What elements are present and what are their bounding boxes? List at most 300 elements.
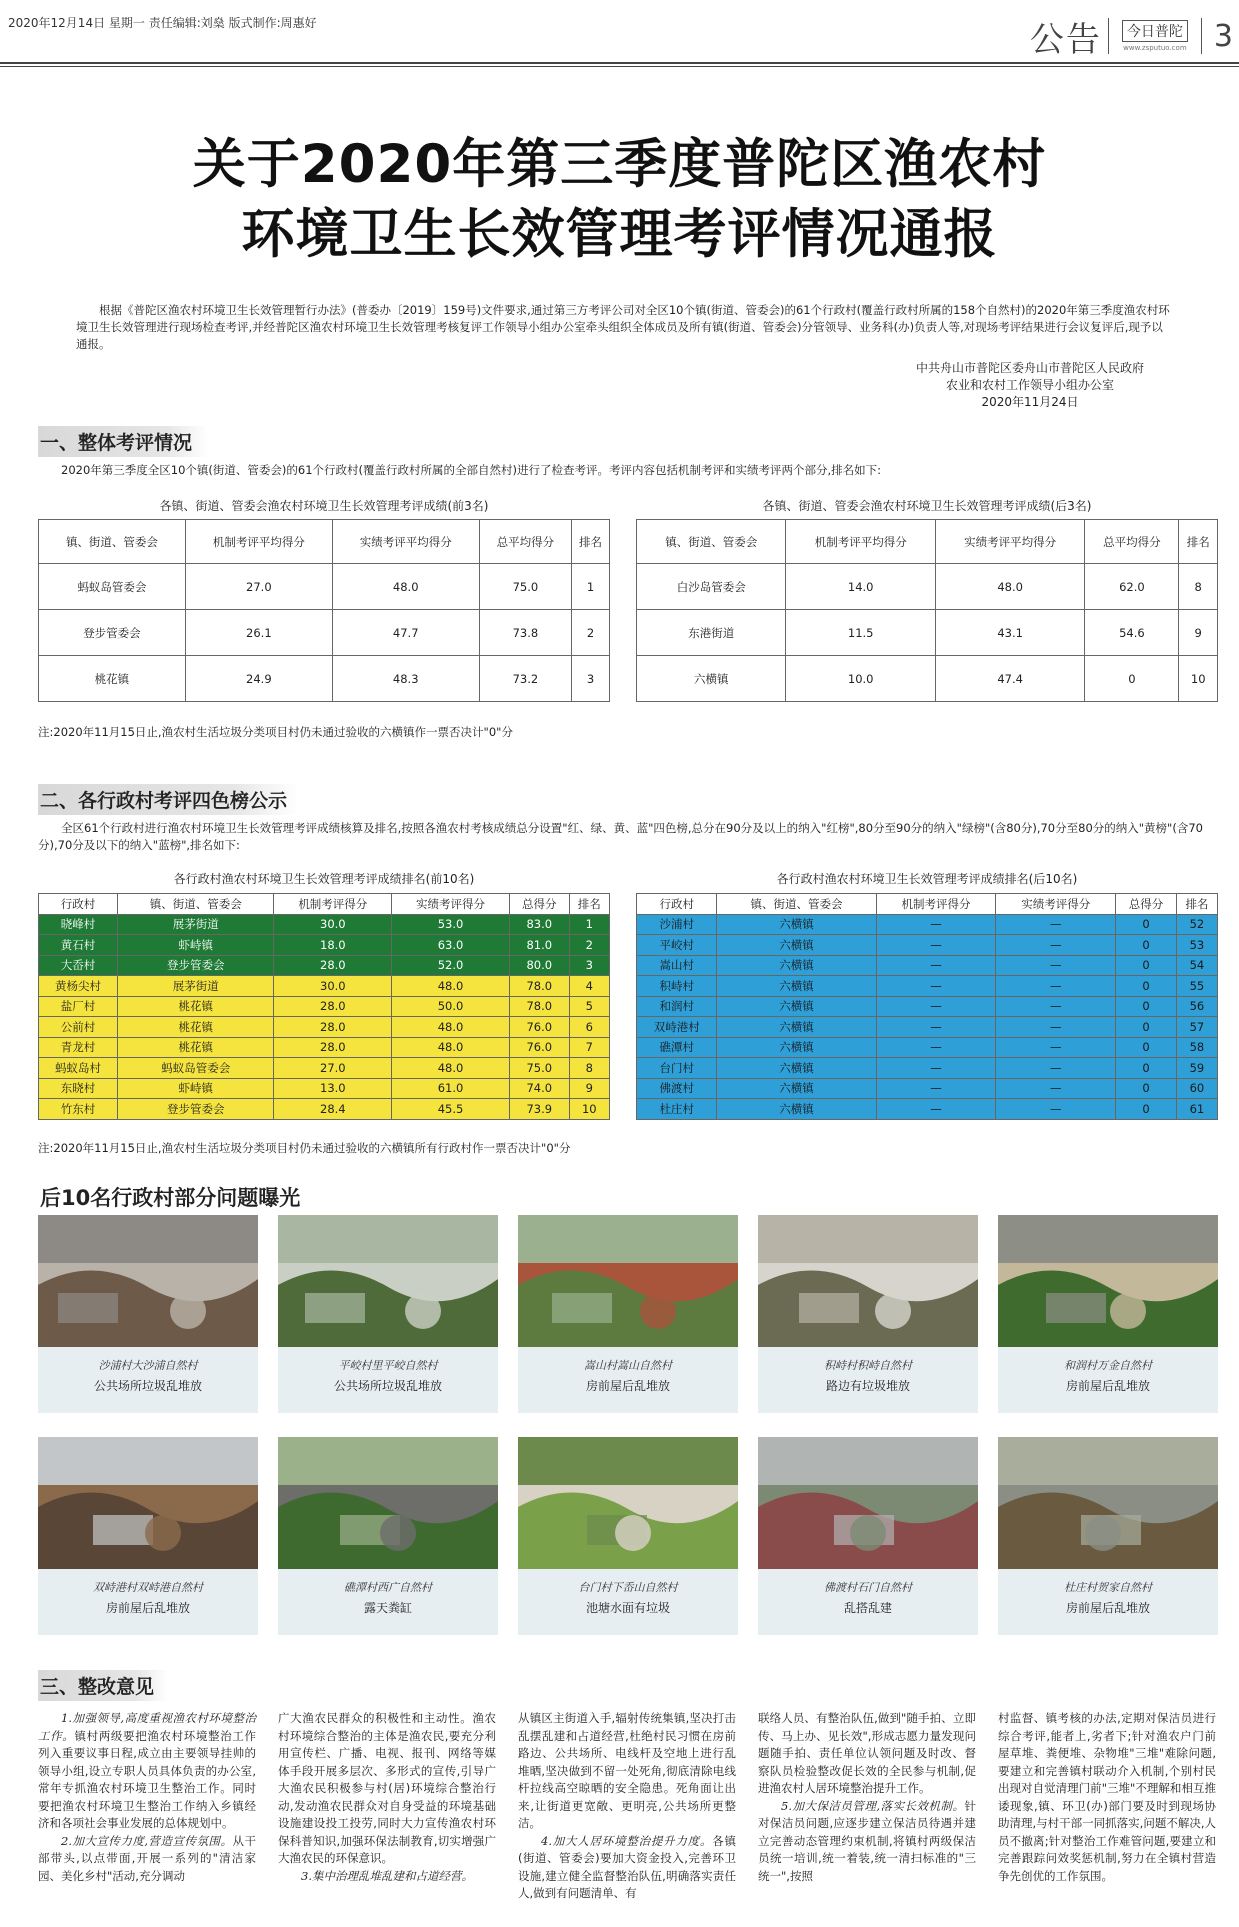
photo-issue: 公共场所垃圾乱堆放 xyxy=(93,1379,202,1393)
col-header: 镇、街道、管委会 xyxy=(118,894,274,915)
table-cell: 28.0 xyxy=(274,1017,392,1038)
photo-place: 杜庄村贺家自然村 xyxy=(1064,1581,1152,1594)
table-cell: 虾峙镇 xyxy=(118,935,274,956)
table-cell: 0 xyxy=(1116,996,1177,1017)
table-cell: 1 xyxy=(569,914,609,935)
table-cell: — xyxy=(876,976,996,997)
section-1-heading: 一、整体考评情况 xyxy=(38,426,208,457)
masthead-rule xyxy=(0,62,1239,64)
table-cell: 78.0 xyxy=(509,976,569,997)
table-row xyxy=(637,1078,1218,1099)
section-1-text: 2020年第三季度全区10个镇(街道、管委会)的61个行政村(覆盖行政村所属的全部自然村)进行了检查考评。考评内容包括机制考评和实绩考评两个部分,排名如下: xyxy=(61,463,882,477)
photo-place: 双峙港村双峙港自然村 xyxy=(93,1581,203,1594)
table-row xyxy=(39,1017,610,1038)
table-cell: 50.0 xyxy=(392,996,510,1017)
table-cell: 52.0 xyxy=(392,955,510,976)
table-cell: 嵩山村 xyxy=(637,955,717,976)
table-row xyxy=(39,996,610,1017)
scene-image xyxy=(998,1437,1218,1569)
table-cell: 6 xyxy=(569,1017,609,1038)
table-row xyxy=(39,1078,610,1099)
table-cell: 60 xyxy=(1176,1078,1217,1099)
table-cell: 76.0 xyxy=(509,1037,569,1058)
table-cell: — xyxy=(876,955,996,976)
table-cell: 48.0 xyxy=(392,1058,510,1079)
problem-photo xyxy=(278,1437,498,1635)
table-cell: 63.0 xyxy=(392,935,510,956)
table-row xyxy=(637,914,1218,935)
section-2-text: 全区61个行政村进行渔农村环境卫生长效管理考评成绩核算及排名,按照各渔农村考核成绩总分设置"红、绿、黄、蓝"四色榜,总分在90分及以上的纳入"红榜",80分至90分的纳入"绿榜"(含80分),70分至80分的纳入"黄榜"(含70分),70分及以下的纳入"蓝榜",排名如下: xyxy=(38,821,1203,852)
table-cell: — xyxy=(996,976,1116,997)
table-cell: 佛渡村 xyxy=(637,1078,717,1099)
table-cell: 六横镇 xyxy=(717,1058,876,1079)
signature-block xyxy=(916,360,1144,411)
table-cell: 53.0 xyxy=(392,914,510,935)
table-cell: 六横镇 xyxy=(717,914,876,935)
problem-photo xyxy=(518,1437,738,1635)
table-header-row xyxy=(39,894,610,915)
table-cell: 杜庄村 xyxy=(637,1099,717,1120)
village-top10-table xyxy=(38,893,610,1120)
table-cell: 62.0 xyxy=(1085,564,1179,610)
table-cell: 28.0 xyxy=(274,955,392,976)
col-header: 总得分 xyxy=(1116,894,1177,915)
section-name: 公告 xyxy=(1029,19,1102,60)
village-top10-caption: 各行政村渔农村环境卫生长效管理考评成绩排名(前10名) xyxy=(173,872,475,886)
point-2-title: 2.加大宣传力度,营造宣传氛围。 xyxy=(61,1833,233,1848)
table-cell: 26.1 xyxy=(185,610,332,656)
table-cell: 7 xyxy=(569,1037,609,1058)
table-cell: 1 xyxy=(572,564,610,610)
table-cell: — xyxy=(996,935,1116,956)
masthead-right xyxy=(1029,16,1233,60)
table-cell: 43.1 xyxy=(935,610,1084,656)
table-header-row xyxy=(637,520,1218,564)
table-cell: 蚂蚁岛村 xyxy=(39,1058,118,1079)
problem-photo xyxy=(278,1215,498,1413)
table-cell: 六横镇 xyxy=(717,955,876,976)
problem-photo xyxy=(998,1215,1218,1413)
signature-date: 2020年11月24日 xyxy=(981,395,1079,409)
col-header: 镇、街道、管委会 xyxy=(637,520,786,564)
table-cell: — xyxy=(996,1058,1116,1079)
table-row xyxy=(39,1037,610,1058)
photo-issue: 池塘水面有垃圾 xyxy=(585,1601,670,1615)
table-cell: 76.0 xyxy=(509,1017,569,1038)
scene-image xyxy=(278,1437,498,1569)
table-cell: 台门村 xyxy=(637,1058,717,1079)
col-header: 实绩考评平均得分 xyxy=(332,520,479,564)
table-cell: 桃花镇 xyxy=(39,656,186,702)
logo-url: www.zsputuo.com xyxy=(1123,44,1187,52)
problem-photo xyxy=(38,1437,258,1635)
photo-caption xyxy=(998,1347,1218,1413)
masthead-divider xyxy=(1108,18,1109,54)
logo-name: 今日普陀 xyxy=(1122,20,1188,42)
section-2-note: 注:2020年11月15日止,渔农村生活垃圾分类项目村仍未通过验收的六横镇所有行政村作一票否决计"0"分 xyxy=(38,1141,571,1155)
table-cell: 竹东村 xyxy=(39,1099,118,1120)
table-cell: 8 xyxy=(569,1058,609,1079)
table-cell: 六横镇 xyxy=(637,656,786,702)
col-header: 排名 xyxy=(572,520,610,564)
photo-caption xyxy=(758,1347,978,1413)
table-cell: 28.4 xyxy=(274,1099,392,1120)
table-cell: — xyxy=(876,935,996,956)
table-cell: 73.2 xyxy=(479,656,571,702)
table-cell: 0 xyxy=(1116,935,1177,956)
table-cell: — xyxy=(876,996,996,1017)
table-cell: 蚂蚁岛管委会 xyxy=(118,1058,274,1079)
table-row xyxy=(39,914,610,935)
table-cell: 30.0 xyxy=(274,976,392,997)
scene-image xyxy=(278,1215,498,1347)
scene-image xyxy=(998,1215,1218,1347)
table-cell: 0 xyxy=(1116,976,1177,997)
table-row xyxy=(39,976,610,997)
table-row xyxy=(39,656,610,702)
table-cell: 3 xyxy=(569,955,609,976)
photos-heading: 后10名行政村部分问题曝光 xyxy=(40,1186,301,1210)
table-cell: 0 xyxy=(1116,955,1177,976)
table-cell: 83.0 xyxy=(509,914,569,935)
point-3-title: 3.集中治理乱堆乱建和占道经营。 xyxy=(301,1868,473,1883)
table-cell: — xyxy=(996,914,1116,935)
col-header: 总平均得分 xyxy=(479,520,571,564)
table-cell: 54.6 xyxy=(1085,610,1179,656)
photo-place: 佛渡村石门自然村 xyxy=(824,1581,912,1594)
table-cell: 桃花镇 xyxy=(118,996,274,1017)
col-header: 实绩考评得分 xyxy=(996,894,1116,915)
table-cell: 展茅街道 xyxy=(118,914,274,935)
table-cell: 8 xyxy=(1179,564,1218,610)
col-header: 行政村 xyxy=(39,894,118,915)
table-cell: 0 xyxy=(1116,1099,1177,1120)
table-cell: 13.0 xyxy=(274,1078,392,1099)
table-cell: — xyxy=(996,1078,1116,1099)
point-2-continued: 广大渔农民群众的积极性和主动性。渔农村环境综合整治的主体是渔农民,要充分利用宣传栏、广播、电视、报刊、网络等媒体手段开展多层次、多形式的宣传,引导广大渔农民积极参与村(居)环境综合整治行动,发动渔农民群众对自身受益的环境基础设施建设投工投劳,同时大力宣传渔农村环保科普知识,加强环保法制教育,切实增强广大渔农民的环保意识。 xyxy=(278,1711,496,1865)
table-cell: 双峙港村 xyxy=(637,1017,717,1038)
masthead xyxy=(0,0,1239,64)
table-cell: — xyxy=(996,996,1116,1017)
scene-image xyxy=(38,1437,258,1569)
table-row xyxy=(39,955,610,976)
table-cell: 东港街道 xyxy=(637,610,786,656)
photo-caption xyxy=(38,1569,258,1635)
village-bottom10-table xyxy=(636,893,1218,1120)
table-cell: 5 xyxy=(569,996,609,1017)
masthead-rule-thin xyxy=(0,66,1239,67)
point-4-text: 各镇(街道、管委会)要加大资金投入,完善环卫设施,建立健全监督整治队伍,明确落实责任人,做到有问题清单、有 xyxy=(518,1833,736,1900)
photo-caption xyxy=(278,1569,498,1635)
table-cell: 登步管委会 xyxy=(39,610,186,656)
table-cell: 六横镇 xyxy=(717,1037,876,1058)
table-cell: 48.3 xyxy=(332,656,479,702)
photo-place: 礁潭村西广自然村 xyxy=(344,1581,432,1594)
table-cell: 11.5 xyxy=(786,610,935,656)
table-cell: 0 xyxy=(1116,1058,1177,1079)
photo-caption xyxy=(278,1347,498,1413)
masthead-divider xyxy=(1201,18,1202,54)
section-2-heading: 二、各行政村考评四色榜公示 xyxy=(38,784,298,815)
table-cell: 六横镇 xyxy=(717,1099,876,1120)
col-header: 机制考评得分 xyxy=(274,894,392,915)
table-cell: 80.0 xyxy=(509,955,569,976)
point-5-continued: 村监督、镇考核的办法,定期对保洁员进行综合考评,能者上,劣者下;针对渔农户门前屋草堆、粪便堆、杂物堆"三堆"难除问题,要建立和完善镇村联动介入机制,个别村民出现对自觉清理门前"三堆"不理解和相互推诿现象,镇、环卫(办)部门要及时到现场协助清理,与村干部一同抓落实,问题不解决,人员不撤离;针对整治工作难管问题,要建立和完善跟踪问效奖惩机制,努力在全镇村营造争先创优的工作氛围。 xyxy=(998,1711,1216,1883)
point-3-text: 从镇区主街道入手,辐射传统集镇,坚决打击乱摆乱建和占道经营,杜绝村民习惯在房前路边、公共场所、电线杆及空地上进行乱堆晒,坚决做到不留一处死角,彻底清除电线杆拉线高空晾晒的安全隐患。死角面让出来,让街道更宽敞、更明亮,公共场所更整洁。 xyxy=(518,1711,736,1830)
headline-line-1: 关于2020年第三季度普陀区渔农村 xyxy=(192,134,1047,195)
photo-place: 嵩山村嵩山自然村 xyxy=(584,1359,672,1372)
point-4-continued: 联络人员、有整治队伍,做到"随手拍、立即传、马上办、见长效",形成志愿力量发现问题随手拍、责任单位认领问题及时改、督察队员检验整改促长效的全民参与机制,促进渔农村人居环境整治提升工作。 xyxy=(758,1711,976,1795)
photo-issue: 房前屋后乱堆放 xyxy=(105,1601,190,1615)
table-cell: 45.5 xyxy=(392,1099,510,1120)
table-cell: 53 xyxy=(1176,935,1217,956)
table-cell: 桃花镇 xyxy=(118,1017,274,1038)
problem-photo xyxy=(38,1215,258,1413)
table-row xyxy=(637,1017,1218,1038)
col-header: 镇、街道、管委会 xyxy=(39,520,186,564)
table-cell: 47.4 xyxy=(935,656,1084,702)
table-cell: 登步管委会 xyxy=(118,1099,274,1120)
section-3-heading: 三、整改意见 xyxy=(38,1670,168,1701)
table-cell: 4 xyxy=(569,976,609,997)
scene-image xyxy=(38,1215,258,1347)
text-column-2 xyxy=(278,1710,496,1885)
table-cell: 28.0 xyxy=(274,1037,392,1058)
table-cell: 54 xyxy=(1176,955,1217,976)
table-cell: — xyxy=(876,1017,996,1038)
table-cell: 48.0 xyxy=(332,564,479,610)
table-row xyxy=(39,564,610,610)
headline xyxy=(0,130,1239,270)
scene-image xyxy=(518,1437,738,1569)
photo-place: 台门村下岙山自然村 xyxy=(578,1581,678,1594)
table-cell: 27.0 xyxy=(185,564,332,610)
table-cell: 白沙岛管委会 xyxy=(637,564,786,610)
point-4-title: 4.加大人居环境整治提升力度。 xyxy=(541,1833,713,1848)
table-cell: 74.0 xyxy=(509,1078,569,1099)
table-cell: 48.0 xyxy=(935,564,1084,610)
problem-photo xyxy=(518,1215,738,1413)
photo-caption xyxy=(518,1569,738,1635)
table-cell: — xyxy=(876,1058,996,1079)
scene-image xyxy=(518,1215,738,1347)
table-cell: 虾峙镇 xyxy=(118,1078,274,1099)
table-cell: 东晓村 xyxy=(39,1078,118,1099)
table-cell: 9 xyxy=(569,1078,609,1099)
scene-image xyxy=(758,1437,978,1569)
table-cell: 3 xyxy=(572,656,610,702)
table-cell: 平峧村 xyxy=(637,935,717,956)
table-cell: 六横镇 xyxy=(717,935,876,956)
table-row xyxy=(637,935,1218,956)
table-cell: 75.0 xyxy=(479,564,571,610)
table-cell: 大岙村 xyxy=(39,955,118,976)
table-cell: 2 xyxy=(569,935,609,956)
table-cell: 公前村 xyxy=(39,1017,118,1038)
table-row xyxy=(39,1058,610,1079)
table-row xyxy=(637,955,1218,976)
col-header: 行政村 xyxy=(637,894,717,915)
table-cell: 56 xyxy=(1176,996,1217,1017)
table-row xyxy=(39,935,610,956)
photo-caption xyxy=(758,1569,978,1635)
table-cell: 59 xyxy=(1176,1058,1217,1079)
table-cell: 52 xyxy=(1176,914,1217,935)
col-header: 总得分 xyxy=(509,894,569,915)
photo-place: 积峙村积峙自然村 xyxy=(824,1359,912,1372)
table-cell: 0 xyxy=(1116,1037,1177,1058)
text-column-3 xyxy=(518,1710,736,1903)
table-cell: 27.0 xyxy=(274,1058,392,1079)
town-top3-caption: 各镇、街道、管委会渔农村环境卫生长效管理考评成绩(前3名) xyxy=(159,499,489,513)
point-2-text: 从干部带头,以点带面,开展一系列的"清洁家园、美化乡村"活动,充分调动 xyxy=(38,1833,256,1883)
table-cell: 48.0 xyxy=(392,1037,510,1058)
village-bottom10-caption: 各行政村渔农村环境卫生长效管理考评成绩排名(后10名) xyxy=(776,872,1078,886)
table-cell: 9 xyxy=(1179,610,1218,656)
table-cell: 18.0 xyxy=(274,935,392,956)
col-header: 总平均得分 xyxy=(1085,520,1179,564)
photo-issue: 露天粪缸 xyxy=(363,1601,412,1615)
table-cell: 48.0 xyxy=(392,976,510,997)
table-cell: — xyxy=(996,1099,1116,1120)
signature-org-1: 中共舟山市普陀区委舟山市普陀区人民政府 xyxy=(915,361,1144,375)
table-cell: 黄杨尖村 xyxy=(39,976,118,997)
table-cell: — xyxy=(876,1099,996,1120)
point-1-text: 镇村两级要把渔农村环境整治工作列入重要议事日程,成立由主要领导挂帅的领导小组,设立专职人员具体负责的办公室,常年专抓渔农村环境卫生整治工作。同时要把渔农村环境卫生整治工作纳入乡镇经济和各项社会事业发展的总体规划中。 xyxy=(38,1728,257,1830)
section-1-note: 注:2020年11月15日止,渔农村生活垃圾分类项目村仍未通过验收的六横镇作一票否决计"0"分 xyxy=(38,725,513,739)
table-row xyxy=(637,564,1218,610)
table-row xyxy=(637,976,1218,997)
table-cell: 57 xyxy=(1176,1017,1217,1038)
table-cell: 61 xyxy=(1176,1099,1217,1120)
photo-issue: 公共场所垃圾乱堆放 xyxy=(333,1379,442,1393)
town-top3-table xyxy=(38,519,610,702)
newspaper-logo xyxy=(1115,20,1195,52)
page-number: 3 xyxy=(1213,18,1233,54)
point-5-title: 5.加大保洁员管理,落实长效机制。 xyxy=(781,1798,965,1813)
table-cell: 78.0 xyxy=(509,996,569,1017)
table-cell: 28.0 xyxy=(274,996,392,1017)
photo-place: 沙浦村大沙浦自然村 xyxy=(98,1359,198,1372)
table-cell: — xyxy=(996,1017,1116,1038)
dateline: 2020年12月14日 星期一 责任编辑:刘燊 版式制作:周惠好 xyxy=(8,16,317,30)
col-header: 实绩考评得分 xyxy=(392,894,510,915)
intro-paragraph: 根据《普陀区渔农村环境卫生长效管理暂行办法》(普委办〔2019〕159号)文件要求,通过第三方考评公司对全区10个镇(街道、管委会)的61个行政村(覆盖行政村所属的158个自然村)的2020年第三季度渔农村环境卫生长效管理进行现场检查考评,并经普陀区渔农村环境卫生长效管理考核复评工作领导小组办公室牵头组织全体成员及所有镇(街道、管委会)分管领导、业务科(办)负责人等,对现场考评结果进行会议复评后,现予以通报。 xyxy=(76,303,1170,351)
table-cell: — xyxy=(876,1078,996,1099)
table-cell: 30.0 xyxy=(274,914,392,935)
table-cell: 75.0 xyxy=(509,1058,569,1079)
photo-issue: 房前屋后乱堆放 xyxy=(1065,1379,1150,1393)
table-cell: 47.7 xyxy=(332,610,479,656)
photo-grid xyxy=(38,1215,1218,1635)
problem-photo xyxy=(758,1437,978,1635)
table-cell: 0 xyxy=(1085,656,1179,702)
photo-place: 和润村万金自然村 xyxy=(1064,1359,1152,1372)
table-cell: — xyxy=(996,955,1116,976)
table-row xyxy=(637,1037,1218,1058)
signature-org-2: 农业和农村工作领导小组办公室 xyxy=(945,378,1114,392)
table-row xyxy=(637,610,1218,656)
photo-caption xyxy=(998,1569,1218,1635)
col-header: 机制考评平均得分 xyxy=(786,520,935,564)
rectification-columns xyxy=(38,1710,1218,1920)
table-cell: 0 xyxy=(1116,914,1177,935)
table-cell: — xyxy=(996,1037,1116,1058)
table-cell: 六横镇 xyxy=(717,976,876,997)
photo-issue: 乱搭乱建 xyxy=(843,1601,892,1615)
table-cell: 盐厂村 xyxy=(39,996,118,1017)
town-bottom3-caption: 各镇、街道、管委会渔农村环境卫生长效管理考评成绩(后3名) xyxy=(762,499,1092,513)
table-cell: 10 xyxy=(569,1099,609,1120)
col-header: 机制考评得分 xyxy=(876,894,996,915)
table-cell: 24.9 xyxy=(185,656,332,702)
table-cell: 0 xyxy=(1116,1017,1177,1038)
col-header: 机制考评平均得分 xyxy=(185,520,332,564)
photo-issue: 房前屋后乱堆放 xyxy=(585,1379,670,1393)
col-header: 排名 xyxy=(1179,520,1218,564)
table-cell: 黄石村 xyxy=(39,935,118,956)
table-cell: 青龙村 xyxy=(39,1037,118,1058)
table-cell: 73.9 xyxy=(509,1099,569,1120)
table-row xyxy=(637,656,1218,702)
table-cell: 六横镇 xyxy=(717,1017,876,1038)
table-cell: 10.0 xyxy=(786,656,935,702)
text-column-4 xyxy=(758,1710,976,1885)
table-row xyxy=(637,1099,1218,1120)
col-header: 镇、街道、管委会 xyxy=(717,894,876,915)
photo-issue: 房前屋后乱堆放 xyxy=(1065,1601,1150,1615)
table-cell: 55 xyxy=(1176,976,1217,997)
point-5-text: 针对保洁员问题,应逐步建立保洁员待遇并建立完善动态管理约束机制,将镇村两级保洁员统一培训,统一着装,统一清扫标准的"三统一",按照 xyxy=(758,1798,976,1883)
table-cell: 61.0 xyxy=(392,1078,510,1099)
text-column-5 xyxy=(998,1710,1216,1885)
col-header: 排名 xyxy=(569,894,609,915)
town-bottom3-table xyxy=(636,519,1218,702)
table-cell: 2 xyxy=(572,610,610,656)
photo-place: 平峧村里平峧自然村 xyxy=(338,1359,438,1372)
headline-line-2: 环境卫生长效管理考评情况通报 xyxy=(241,204,998,265)
table-cell: 登步管委会 xyxy=(118,955,274,976)
problem-photo xyxy=(998,1437,1218,1635)
table-cell: 48.0 xyxy=(392,1017,510,1038)
table-cell: 六横镇 xyxy=(717,996,876,1017)
point-1-title: 1.加强领导,高度重视渔农村环境整治工作。 xyxy=(38,1711,256,1743)
photo-caption xyxy=(38,1347,258,1413)
scene-image xyxy=(758,1215,978,1347)
col-header: 排名 xyxy=(1176,894,1217,915)
table-cell: 58 xyxy=(1176,1037,1217,1058)
col-header: 实绩考评平均得分 xyxy=(935,520,1084,564)
table-row xyxy=(39,610,610,656)
table-row xyxy=(637,996,1218,1017)
table-cell: 晓峰村 xyxy=(39,914,118,935)
table-cell: 桃花镇 xyxy=(118,1037,274,1058)
table-header-row xyxy=(637,894,1218,915)
table-cell: 沙浦村 xyxy=(637,914,717,935)
table-cell: 展茅街道 xyxy=(118,976,274,997)
table-cell: 73.8 xyxy=(479,610,571,656)
table-header-row xyxy=(39,520,610,564)
text-column-1 xyxy=(38,1710,256,1885)
table-cell: 14.0 xyxy=(786,564,935,610)
table-cell: 礁潭村 xyxy=(637,1037,717,1058)
table-cell: 积峙村 xyxy=(637,976,717,997)
table-cell: 蚂蚁岛管委会 xyxy=(39,564,186,610)
table-cell: — xyxy=(876,1037,996,1058)
photo-caption xyxy=(518,1347,738,1413)
table-row xyxy=(637,1058,1218,1079)
table-cell: 0 xyxy=(1116,1078,1177,1099)
